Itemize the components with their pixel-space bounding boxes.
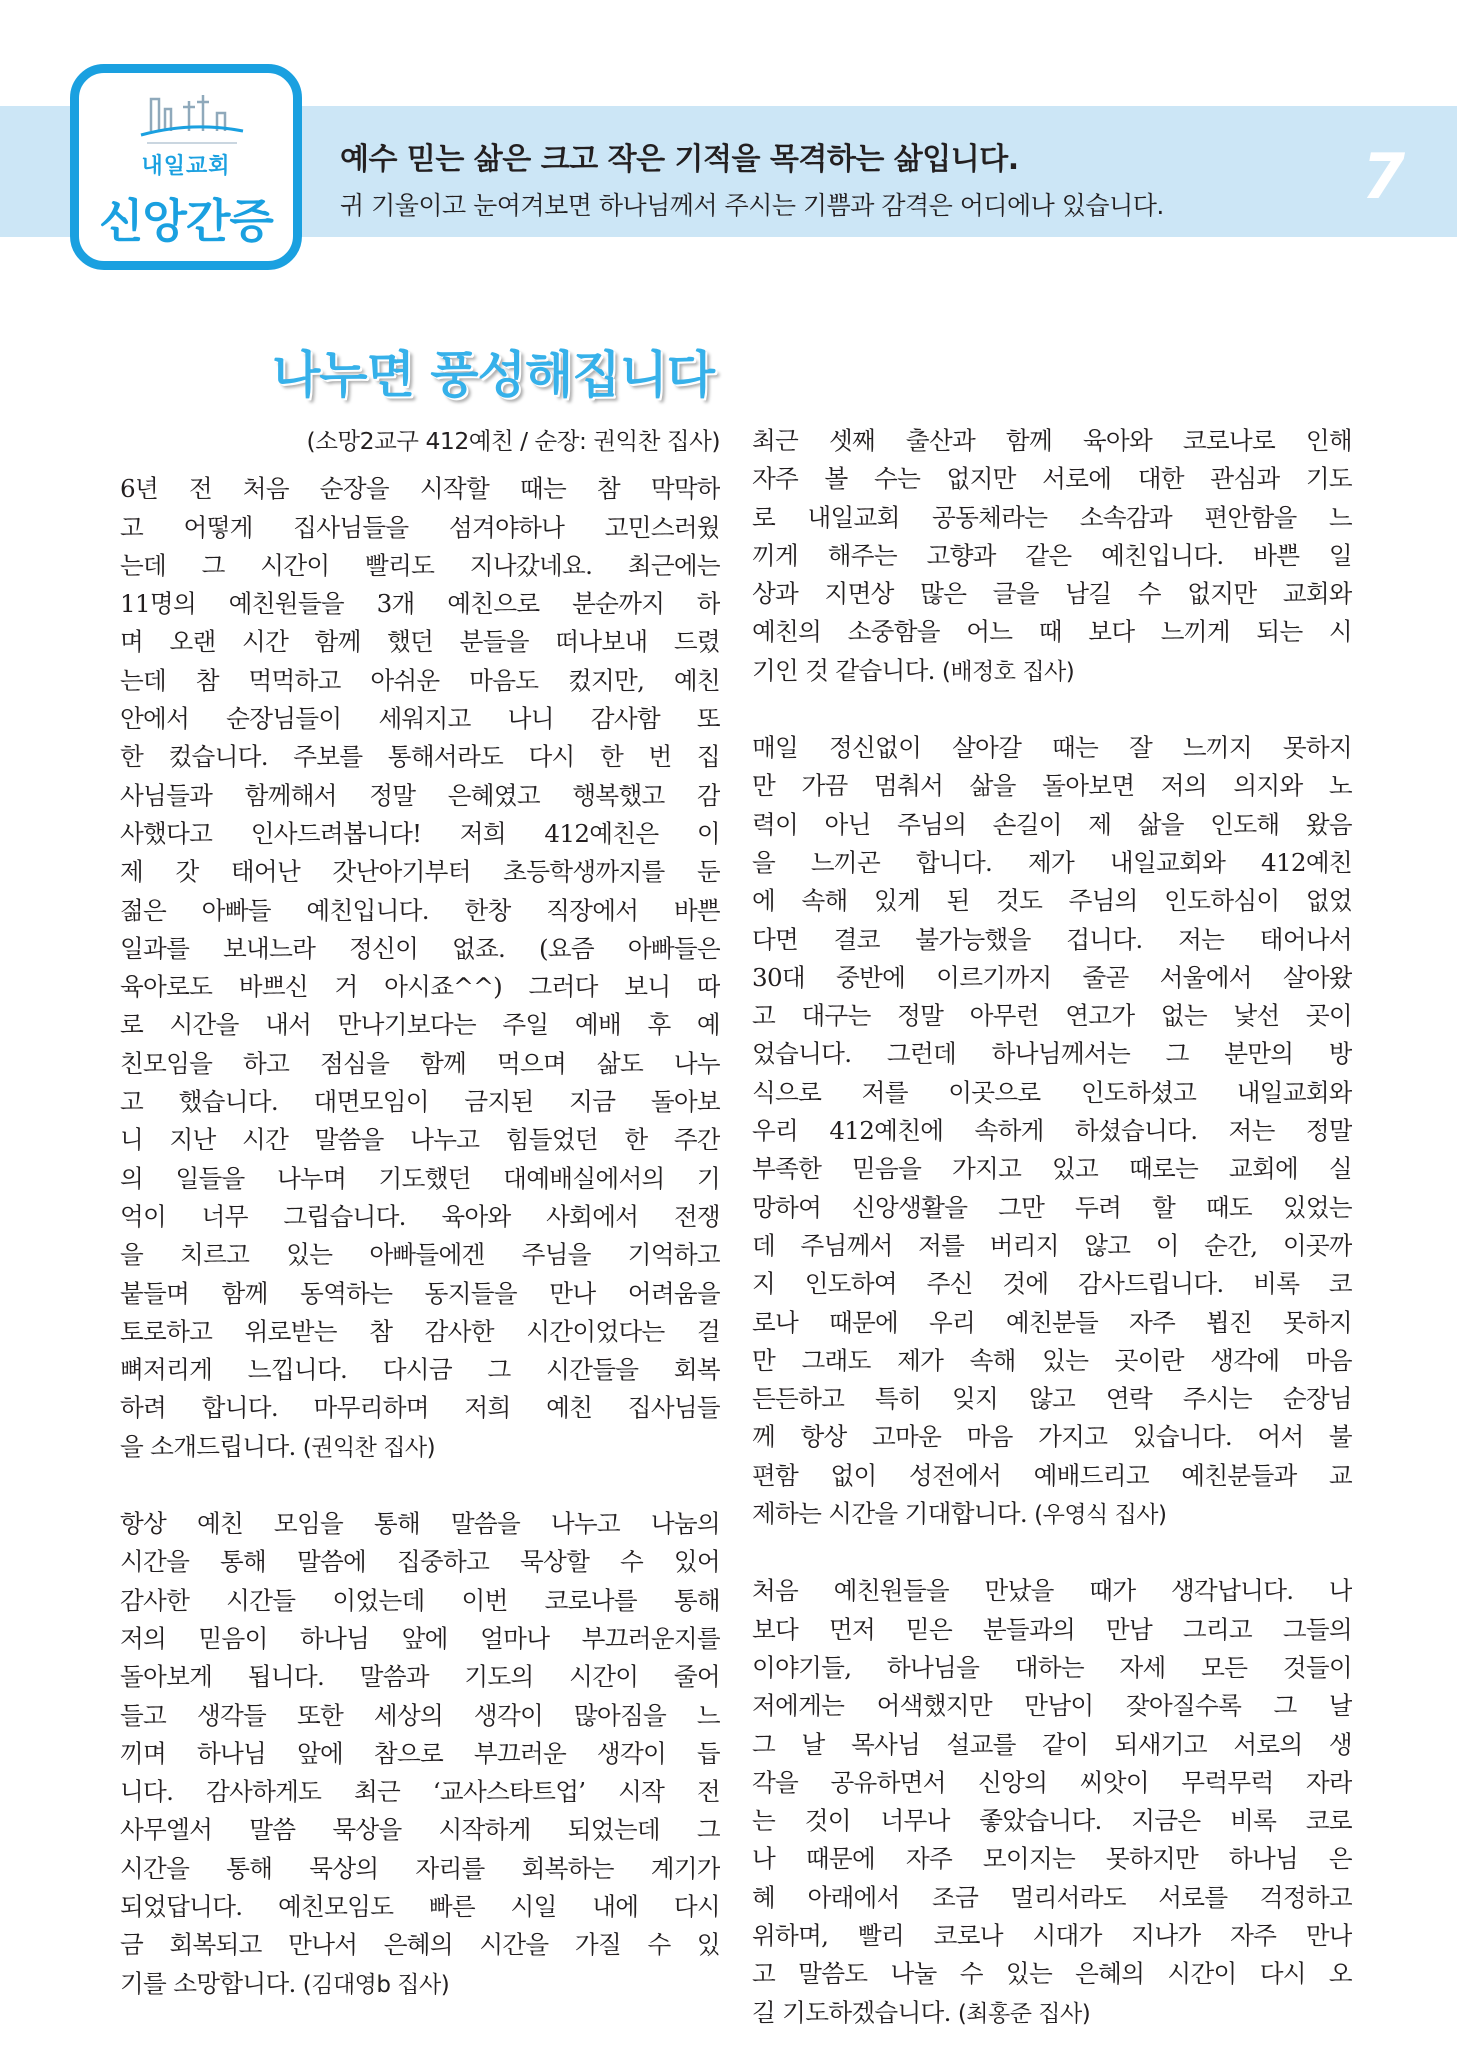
- text-line: 는데 그 시간이 빨리도 지나갔네요. 최근에는: [120, 550, 720, 580]
- text-line: [120, 1428, 720, 1467]
- text-line: 그 날 목사님 설교를 같이 되새기고 서로의 생: [752, 1729, 1352, 1759]
- text-line: 최근 셋째 출산과 함께 육아와 코로나로 인해: [752, 426, 1352, 455]
- byline: (소망2교구 412예친 / 순장: 권익찬 집사): [306, 427, 720, 455]
- text-line: 고 했습니다. 대면모임이 금지된 지금 돌아보: [120, 1087, 720, 1117]
- text-line: [752, 652, 1352, 691]
- article-title: 나누면 풍성해집니다: [272, 346, 715, 404]
- text-line: 항상 예친 모임을 통해 말씀을 나누고 나눔의: [120, 1509, 720, 1539]
- testimony-paragraph: [752, 422, 1352, 691]
- author-signature: (권익찬 집사): [302, 1434, 436, 1461]
- text-line: 사님들과 함께해서 정말 은혜였고 행복했고 감: [120, 780, 720, 810]
- author-signature: (우영식 집사): [1034, 1502, 1167, 1529]
- text-line: 친모임을 하고 점심을 함께 먹으며 삶도 나누: [120, 1048, 720, 1078]
- text-line: 든든하고 특히 잊지 않고 연락 주시는 순장님: [752, 1384, 1352, 1414]
- author-signature: (배정호 집사): [941, 658, 1075, 685]
- subline: 귀 기울이고 눈여겨보면 하나님께서 주시는 기쁨과 감격은 어디에나 있습니다.: [340, 191, 1164, 220]
- text-line: 고 말씀도 나눌 수 있는 은혜의 시간이 다시 오: [752, 1959, 1352, 1989]
- text-line: 저의 믿음이 하나님 앞에 얼마나 부끄러운지를: [120, 1623, 720, 1653]
- testimony-paragraph: [120, 470, 720, 1467]
- church-logo-icon: [137, 91, 247, 149]
- text-line: 을 치르고 있는 아빠들에겐 주님을 기억하고: [120, 1240, 720, 1270]
- text-line: 는 것이 너무나 좋았습니다. 지금은 비록 코로: [752, 1806, 1352, 1836]
- text-line: 고 대구는 정말 아무런 연고가 없는 낯선 곳이: [752, 1001, 1352, 1031]
- text-line: 처음 예친원들을 만났을 때가 생각납니다. 나: [752, 1576, 1352, 1606]
- text-line: 되었답니다. 예친모임도 빠른 시일 내에 다시: [120, 1891, 720, 1921]
- text-line: 자주 볼 수는 없지만 서로에 대한 관심과 기도: [752, 464, 1352, 494]
- text-line: 로 내일교회 공동체라는 소속감과 편안함을 느: [752, 502, 1352, 532]
- text-line: [752, 1994, 1352, 2033]
- text-line: 만 가끔 멈춰서 삶을 돌아보면 저의 의지와 노: [752, 771, 1352, 801]
- text-line: 니 지난 시간 말씀을 나누고 힘들었던 한 주간: [120, 1125, 720, 1155]
- text-line: 로 시간을 내서 만나기보다는 주일 예배 후 예: [120, 1010, 720, 1040]
- text-line: 각을 공유하면서 신앙의 씨앗이 무럭무럭 자라: [752, 1767, 1352, 1797]
- section-title: 신앙간증: [99, 194, 273, 248]
- text-line: 을 느끼곤 합니다. 제가 내일교회와 412예친: [752, 847, 1352, 877]
- text-line: 께 항상 고마운 마음 가지고 있습니다. 어서 불: [752, 1422, 1352, 1452]
- text-line: 억이 너무 그립습니다. 육아와 사회에서 전쟁: [120, 1201, 720, 1231]
- text-line: [120, 1965, 720, 2004]
- paragraph-group: [752, 422, 1352, 2033]
- paragraph-gap: [752, 1534, 1352, 1572]
- text-line: 다면 결코 불가능했을 겁니다. 저는 태어나서: [752, 924, 1352, 954]
- text-line: 끼며 하나님 앞에 참으로 부끄러운 생각이 듭: [120, 1738, 720, 1768]
- testimony-paragraph: [120, 1505, 720, 2004]
- line-text: 길 기도하겠습니다.: [752, 1997, 951, 2027]
- testimony-paragraph: [752, 729, 1352, 1534]
- section-badge: [70, 64, 302, 270]
- text-line: 안에서 순장님들이 세워지고 나니 감사함 또: [120, 704, 720, 734]
- headline: 예수 믿는 삶은 크고 작은 기적을 목격하는 삶입니다.: [340, 142, 1019, 177]
- text-line: 30대 중반에 이르기까지 줄곧 서울에서 살아왔: [752, 962, 1352, 992]
- paragraph-gap: [120, 1467, 720, 1505]
- text-line: 토로하고 위로받는 참 감사한 시간이었다는 걸: [120, 1316, 720, 1346]
- text-line: 시간을 통해 말씀에 집중하고 묵상할 수 있어: [120, 1547, 720, 1577]
- text-line: 매일 정신없이 살아갈 때는 잘 느끼지 못하지: [752, 733, 1352, 763]
- text-line: 의 일들을 나누며 기도했던 대예배실에서의 기: [120, 1163, 720, 1193]
- text-line: 식으로 저를 이곳으로 인도하셨고 내일교회와: [752, 1077, 1352, 1107]
- text-line: 나 때문에 자주 모이지는 못하지만 하나님 은: [752, 1844, 1352, 1874]
- text-line: 로나 때문에 우리 예친분들 자주 뵙진 못하지: [752, 1307, 1352, 1337]
- text-line: 시간을 통해 묵상의 자리를 회복하는 계기가: [120, 1853, 720, 1883]
- text-line: 6년 전 처음 순장을 시작할 때는 참 막막하: [120, 474, 720, 504]
- text-line: 11명의 예친원들을 3개 예친으로 분순까지 하: [120, 589, 720, 619]
- line-text: 을 소개드립니다.: [120, 1431, 296, 1461]
- text-line: 들고 생각들 또한 세상의 생각이 많아짐을 느: [120, 1700, 720, 1730]
- right-column: [752, 422, 1352, 2033]
- text-line: 며 오랜 시간 함께 했던 분들을 떠나보내 드렸: [120, 627, 720, 657]
- paragraph-gap: [752, 691, 1352, 729]
- text-line: 육아로도 바쁘신 거 아시죠^^) 그러다 보니 따: [120, 972, 720, 1002]
- text-line: 고 어떻게 집사님들을 섬겨야하나 고민스러웠: [120, 512, 720, 542]
- text-line: 감사한 시간들 이었는데 이번 코로나를 통해: [120, 1585, 720, 1615]
- text-line: 우리 412예친에 속하게 하셨습니다. 저는 정말: [752, 1116, 1352, 1146]
- text-line: 혜 아래에서 조금 멀리서라도 서로를 걱정하고: [752, 1882, 1352, 1912]
- text-line: 젊은 아빠들 예친입니다. 한창 직장에서 바쁜: [120, 895, 720, 925]
- text-line: 편함 없이 성전에서 예배드리고 예친분들과 교: [752, 1460, 1352, 1490]
- text-line: 끼게 해주는 고향과 같은 예친입니다. 바쁜 일: [752, 540, 1352, 570]
- text-line: 었습니다. 그런데 하나님께서는 그 분만의 방: [752, 1039, 1352, 1069]
- left-column: [120, 422, 720, 2004]
- text-line: 사무엘서 말씀 묵상을 시작하게 되었는데 그: [120, 1815, 720, 1845]
- text-line: 니다. 감사하게도 최근 ‘교사스타트업’ 시작 전: [120, 1777, 720, 1807]
- text-line: 제 갓 태어난 갓난아기부터 초등학생까지를 둔: [120, 857, 720, 887]
- text-line: 에 속해 있게 된 것도 주님의 인도하심이 없었: [752, 886, 1352, 916]
- text-line: 위하며, 빨리 코로나 시대가 지나가 자주 만나: [752, 1920, 1352, 1950]
- text-line: 사했다고 인사드려봅니다! 저희 412예친은 이: [120, 818, 720, 848]
- text-line: [752, 1495, 1352, 1534]
- text-line: 는데 참 먹먹하고 아쉬운 마음도 컸지만, 예친: [120, 665, 720, 695]
- text-line: 만 그래도 제가 속해 있는 곳이란 생각에 마음: [752, 1345, 1352, 1375]
- text-line: 지 인도하여 주신 것에 감사드립니다. 비록 코: [752, 1269, 1352, 1299]
- text-line: 이야기들, 하나님을 대하는 자세 모든 것들이: [752, 1652, 1352, 1682]
- text-line: 일과를 보내느라 정신이 없죠. (요즘 아빠들은: [120, 933, 720, 963]
- text-line: 붙들며 함께 동역하는 동지들을 만나 어려움을: [120, 1278, 720, 1308]
- text-line: 하려 합니다. 마무리하며 저희 예친 집사님들: [120, 1393, 720, 1423]
- paragraph-group: [120, 470, 720, 2004]
- line-text: 제하는 시간을 기대합니다.: [752, 1499, 1027, 1529]
- text-line: 상과 지면상 많은 글을 남길 수 없지만 교회와: [752, 579, 1352, 609]
- text-line: 돌아보게 됩니다. 말씀과 기도의 시간이 줄어: [120, 1662, 720, 1692]
- text-line: 저에게는 어색했지만 만남이 잦아질수록 그 날: [752, 1691, 1352, 1721]
- text-line: 부족한 믿음을 가지고 있고 때로는 교회에 실: [752, 1154, 1352, 1184]
- text-line: 금 회복되고 만나서 은혜의 시간을 가질 수 있: [120, 1930, 720, 1960]
- author-signature: (김대영b 집사): [302, 1971, 450, 1998]
- page-number: 7: [1362, 140, 1406, 213]
- line-text: 기인 것 같습니다.: [752, 655, 935, 685]
- text-line: 력이 아닌 주님의 손길이 제 삶을 인도해 왔음: [752, 809, 1352, 839]
- text-line: 보다 먼저 믿은 분들과의 만남 그리고 그들의: [752, 1614, 1352, 1644]
- text-line: 데 주님께서 저를 버리지 않고 이 순간, 이곳까: [752, 1230, 1352, 1260]
- text-line: 예친의 소중함을 어느 때 보다 느끼게 되는 시: [752, 617, 1352, 647]
- text-line: 뼈저리게 느낍니다. 다시금 그 시간들을 회복: [120, 1355, 720, 1385]
- author-signature: (최홍준 집사): [957, 2000, 1091, 2027]
- text-line: 망하여 신앙생활을 그만 두려 할 때도 있었는: [752, 1192, 1352, 1222]
- line-text: 기를 소망합니다.: [120, 1968, 296, 1998]
- testimony-paragraph: [752, 1572, 1352, 2033]
- church-name: 내일교회: [141, 154, 231, 179]
- text-line: 한 컸습니다. 주보를 통해서라도 다시 한 번 집: [120, 742, 720, 772]
